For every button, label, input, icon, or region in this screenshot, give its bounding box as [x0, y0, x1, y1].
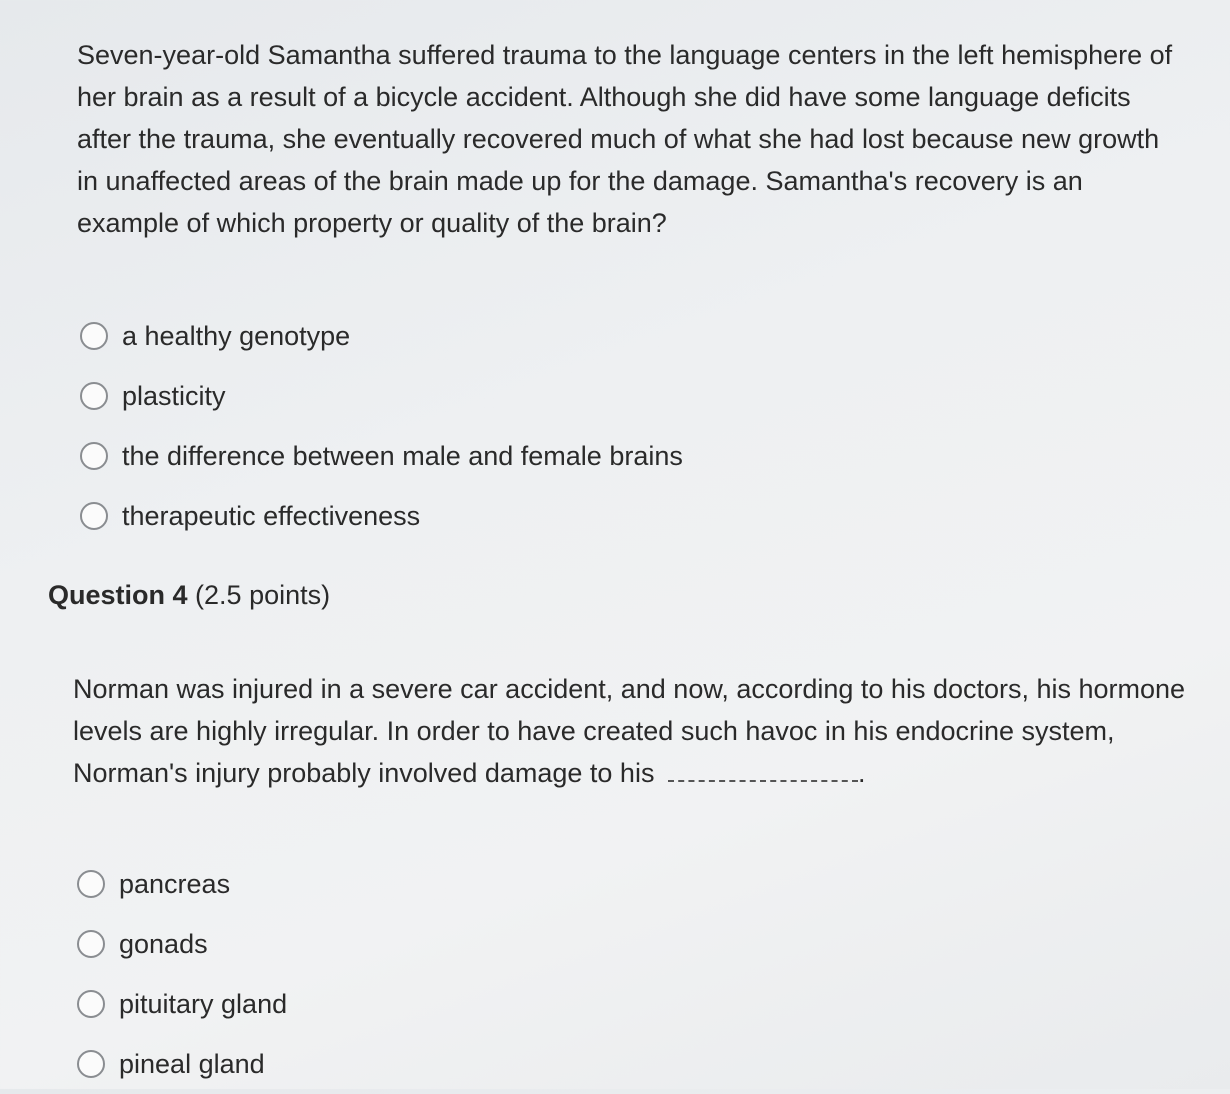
question-3-options	[80, 306, 683, 546]
question-4-prompt-text: Norman was injured in a severe car accident, and now, according to his doctors, his hormone levels are highly irregular. In order to have created such havoc in his endocrine system, Norman's injury probably involved damage to his	[73, 674, 1186, 788]
option-label: therapeutic effectiveness	[122, 500, 421, 531]
fill-in-blank	[668, 760, 858, 782]
radio-unchecked-icon[interactable]	[77, 870, 105, 898]
question-points: (2.5 points)	[195, 580, 331, 610]
option-plasticity[interactable]	[80, 366, 683, 426]
question-4-header	[48, 580, 330, 611]
question-3-prompt: Seven-year-old Samantha suffered trauma to the language centers in the left hemisphere of her brain as a result of a bicycle accident. Although she did have some language deficits after the trauma, she eventually recovered much of what she had lost because new growth in unaffected areas of the brain made up for the damage. Samantha's recovery is an example of which property or quality of the brain?	[77, 40, 1173, 238]
radio-unchecked-icon[interactable]	[77, 990, 105, 1018]
prompt-end-punctuation: .	[857, 758, 866, 788]
option-label: pituitary gland	[119, 988, 288, 1019]
radio-unchecked-icon[interactable]	[80, 502, 108, 530]
option-label: pineal gland	[119, 1048, 265, 1079]
radio-unchecked-icon[interactable]	[80, 322, 108, 350]
option-label: the difference between male and female brains	[122, 440, 683, 471]
option-a-healthy-genotype[interactable]	[80, 306, 683, 366]
option-male-female-brains[interactable]	[80, 426, 683, 486]
radio-unchecked-icon[interactable]	[80, 382, 108, 410]
option-pituitary-gland[interactable]	[77, 974, 287, 1034]
question-title: Question 4	[48, 580, 188, 610]
option-gonads[interactable]	[77, 914, 287, 974]
radio-unchecked-icon[interactable]	[77, 1050, 105, 1078]
option-label: gonads	[119, 928, 208, 959]
radio-unchecked-icon[interactable]	[77, 930, 105, 958]
option-label: pancreas	[119, 868, 231, 899]
question-4-options	[77, 854, 287, 1094]
option-label: a healthy genotype	[122, 320, 351, 351]
radio-unchecked-icon[interactable]	[80, 442, 108, 470]
question-4-prompt	[73, 668, 1193, 794]
option-pancreas[interactable]	[77, 854, 287, 914]
option-label: plasticity	[122, 380, 226, 411]
option-therapeutic-effectiveness[interactable]	[80, 486, 683, 546]
option-pineal-gland[interactable]	[77, 1034, 287, 1094]
